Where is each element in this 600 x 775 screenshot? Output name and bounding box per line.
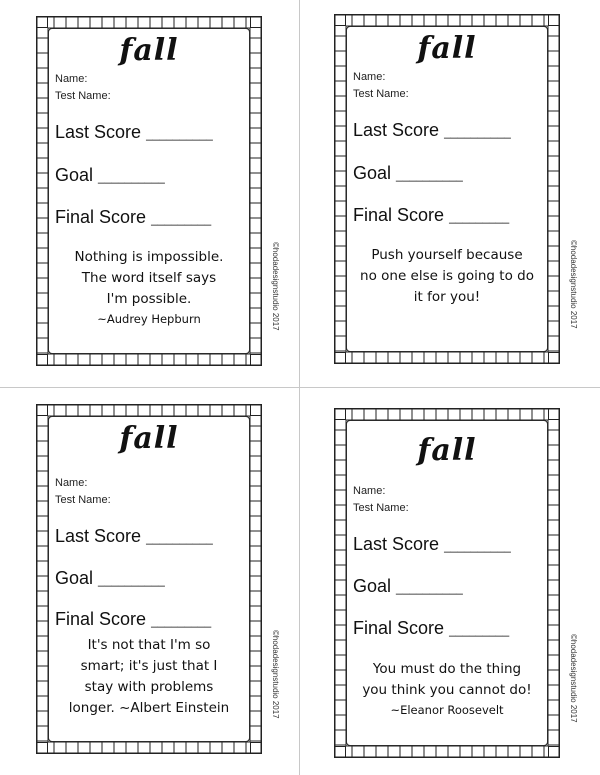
score-card xyxy=(334,408,578,758)
goal-blank: __________ xyxy=(396,581,463,595)
last-score-blank: __________ xyxy=(444,539,511,553)
quote xyxy=(351,659,543,719)
copyright: ©hodadesignstudio 2017 xyxy=(569,240,578,329)
goal-label: Goal xyxy=(353,163,392,183)
quote-line: Push yourself because xyxy=(371,247,523,263)
last-score-row xyxy=(55,122,213,143)
name-label: Name: xyxy=(55,73,88,85)
quote-line: stay with problems xyxy=(84,679,214,695)
final-score-blank: _________ xyxy=(449,210,510,224)
last-score-label: Last Score xyxy=(55,526,142,546)
quote-line: no one else is going to do xyxy=(360,268,534,284)
quote-line: The word itself says xyxy=(81,270,217,286)
final-score-label: Final Score xyxy=(353,205,445,225)
test-name-label: Test Name: xyxy=(353,88,409,100)
name-label: Name: xyxy=(353,485,386,497)
final-score-row xyxy=(353,618,509,639)
last-score-label: Last Score xyxy=(353,534,440,554)
last-score-row xyxy=(55,526,213,547)
name-label: Name: xyxy=(353,71,386,83)
quote-line: I'm possible. xyxy=(106,291,192,307)
quote-line: You must do the thing xyxy=(372,661,522,677)
final-score-row xyxy=(353,205,509,226)
last-score-blank: __________ xyxy=(146,127,213,141)
quote xyxy=(53,247,245,328)
copyright: ©hodadesignstudio 2017 xyxy=(569,634,578,723)
quote xyxy=(53,635,245,719)
goal-label: Goal xyxy=(353,576,392,596)
score-card xyxy=(36,16,280,366)
final-score-blank: _________ xyxy=(151,212,212,226)
season-title: fall xyxy=(119,421,179,456)
season-title: fall xyxy=(417,433,477,468)
final-score-row xyxy=(55,609,211,630)
quote-line: Nothing is impossible. xyxy=(74,249,224,265)
name-label: Name: xyxy=(55,477,88,489)
last-score-label: Last Score xyxy=(55,122,142,142)
quote-author: ~Audrey Hepburn xyxy=(97,312,201,326)
goal-blank: __________ xyxy=(98,170,165,184)
goal-row xyxy=(353,576,463,597)
quote-line: it for you! xyxy=(413,289,481,305)
score-card xyxy=(334,14,578,364)
goal-label: Goal xyxy=(55,165,94,185)
final-score-label: Final Score xyxy=(55,609,147,629)
last-score-blank: __________ xyxy=(146,531,213,545)
test-name-label: Test Name: xyxy=(55,494,111,506)
season-title: fall xyxy=(119,33,179,68)
quote xyxy=(351,245,543,308)
last-score-blank: __________ xyxy=(444,125,511,139)
score-card xyxy=(36,404,280,754)
goal-blank: __________ xyxy=(98,573,165,587)
goal-row xyxy=(55,165,165,186)
card-inner xyxy=(346,26,548,352)
last-score-row xyxy=(353,120,511,141)
quote-author: ~Eleanor Roosevelt xyxy=(390,703,504,717)
copyright: ©hodadesignstudio 2017 xyxy=(271,630,280,719)
test-name-label: Test Name: xyxy=(353,502,409,514)
quote-line: you think you cannot do! xyxy=(362,682,532,698)
goal-blank: __________ xyxy=(396,168,463,182)
quote-line: It's not that I'm so xyxy=(87,637,211,653)
card-inner xyxy=(48,28,250,354)
final-score-blank: _________ xyxy=(151,614,212,628)
final-score-label: Final Score xyxy=(55,207,147,227)
final-score-label: Final Score xyxy=(353,618,445,638)
last-score-label: Last Score xyxy=(353,120,440,140)
quote-line: smart; it's just that I xyxy=(80,658,218,674)
goal-label: Goal xyxy=(55,568,94,588)
test-name-label: Test Name: xyxy=(55,90,111,102)
goal-row xyxy=(353,163,463,184)
goal-row xyxy=(55,568,165,589)
card-inner xyxy=(48,416,250,742)
horizontal-divider xyxy=(0,387,600,388)
card-inner xyxy=(346,420,548,746)
season-title: fall xyxy=(417,31,477,66)
final-score-blank: _________ xyxy=(449,623,510,637)
copyright: ©hodadesignstudio 2017 xyxy=(271,242,280,331)
final-score-row xyxy=(55,207,211,228)
last-score-row xyxy=(353,534,511,555)
quote-line: longer. ~Albert Einstein xyxy=(68,700,230,716)
